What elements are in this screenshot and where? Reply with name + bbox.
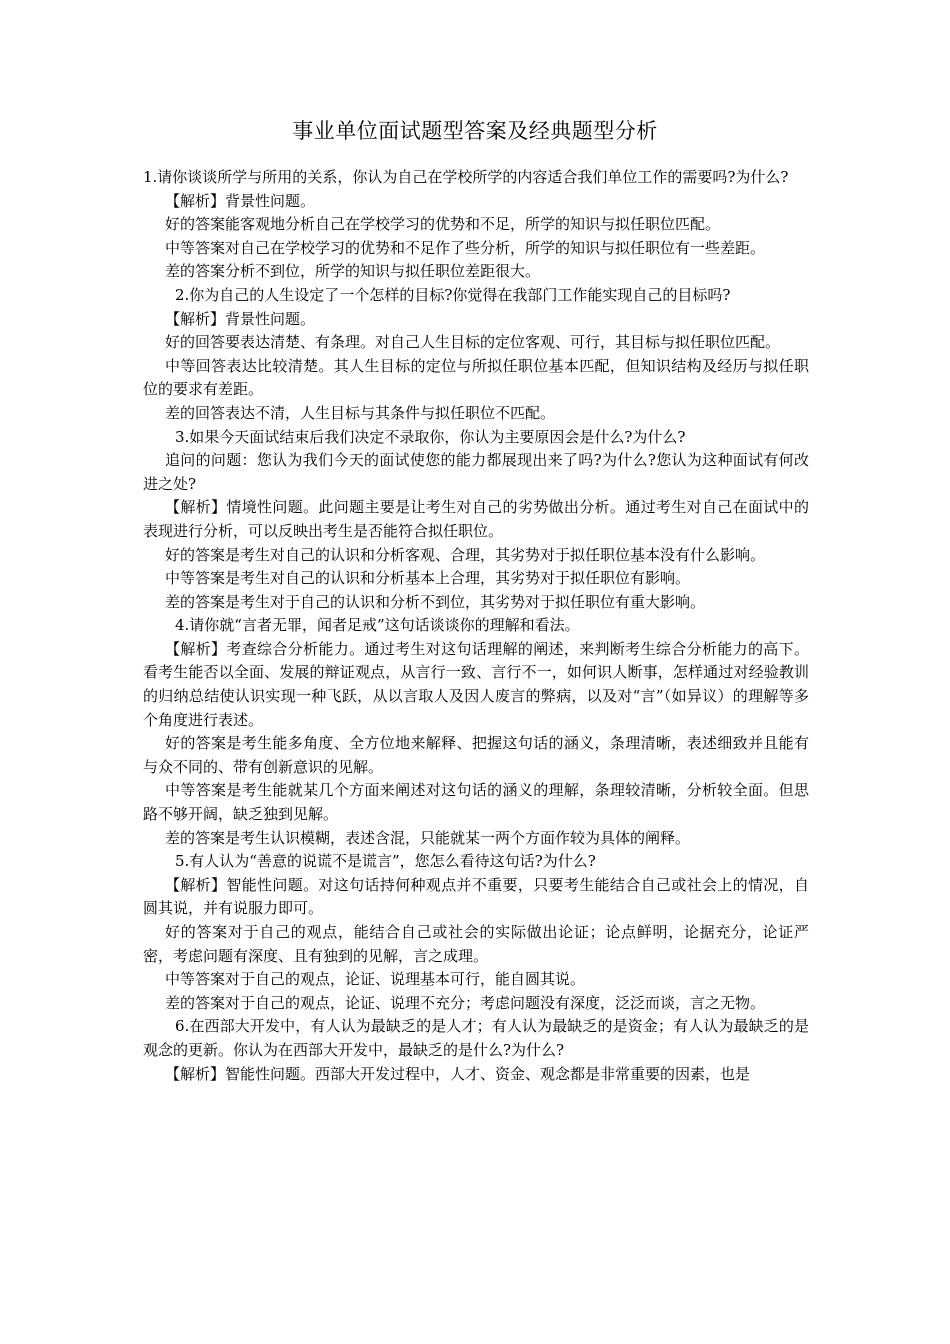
document-body [143, 166, 809, 1086]
paragraph: 1.请你谈谈所学与所用的关系，你认为自己在学校所学的内容适合我们单位工作的需要吗?为什么? [143, 168, 789, 186]
paragraph: 好的答案能客观地分析自己在学校学习的优势和不足，所学的知识与拟任职位匹配。 [165, 215, 721, 234]
paragraph: 好的答案是考生对自己的认识和分析客观、合理，其劣势对于拟任职位基本没有什么影响。 [165, 545, 766, 564]
document-title: 事业单位面试题型答案及经典题型分析 [292, 119, 658, 143]
paragraph: 好的回答要表达清楚、有条理。对自己人生目标的定位客观、可行，其目标与拟任职位匹配。 [165, 333, 781, 352]
paragraph: 中等答案是考生对自己的认识和分析基本上合理，其劣势对于拟任职位有影响。 [165, 569, 691, 588]
paragraph: 中等答案是考生能就某几个方面来阐述对这句话的涵义的理解，条理较清晰，分析较全面。但思路不够开阔，缺乏独到见解。 [143, 781, 809, 824]
paragraph: 差的回答表达不清，人生目标与其条件与拟任职位不匹配。 [165, 403, 556, 422]
paragraph: 差的答案分析不到位，所学的知识与拟任职位差距很大。 [165, 262, 541, 281]
paragraph: 中等答案对自己在学校学习的优势和不足作了些分析，所学的知识与拟任职位有一些差距。 [165, 238, 766, 257]
paragraph: 5.有人认为“善意的说谎不是谎言”，您怎么看待这句话?为什么? [175, 852, 596, 871]
paragraph: 【解析】考查综合分析能力。通过考生对这句话理解的阐述，来判断考生综合分析能力的高下。看考生能否以全面、发展的辩证观点，从言行一致、言行不一，如何识人断事，怎样通过对经验教训的归纳总结使认识实现一种飞跃，从以言取人及因人废言的弊病，以及对“言”（如异议）的理解等多个角度进行表述。 [143, 639, 809, 729]
paragraph: 2.你为自己的人生设定了一个怎样的目标?你觉得在我部门工作能实现自己的目标吗? [175, 285, 731, 304]
paragraph: 中等答案对于自己的观点，论证、说理基本可行，能自圆其说。 [165, 970, 586, 989]
paragraph: 好的答案对于自己的观点，能结合自己或社会的实际做出论证；论点鲜明，论据充分，论证严密，考虑问题有深度、且有独到的见解，言之成理。 [143, 923, 809, 965]
paragraph: 差的答案对于自己的观点，论证、说理不充分；考虑问题没有深度，泛泛而谈，言之无物。 [165, 993, 766, 1012]
paragraph: 差的答案是考生认识模糊，表述含混，只能就某一两个方面作较为具体的阐释。 [165, 828, 691, 847]
paragraph: 【解析】智能性问题。西部大开发过程中，人才、资金、观念都是非常重要的因素，也是 [165, 1064, 751, 1083]
paragraph: 中等回答表达比较清楚。其人生目标的定位与所拟任职位基本匹配，但知识结构及经历与拟任职位的要求有差距。 [143, 356, 809, 399]
paragraph: 【解析】背景性问题。 [165, 309, 316, 328]
paragraph: 差的答案是考生对于自己的认识和分析不到位，其劣势对于拟任职位有重大影响。 [165, 592, 706, 611]
paragraph: 追问的问题：您认为我们今天的面试使您的能力都展现出来了吗?为什么?您认为这种面试有何改进之处? [143, 451, 809, 493]
paragraph: 【解析】背景性问题。 [165, 191, 316, 210]
paragraph: 【解析】情境性问题。此问题主要是让考生对自己的劣势做出分析。通过考生对自己在面试中的表现进行分析，可以反映出考生是否能符合拟任职位。 [143, 498, 809, 540]
paragraph: 好的答案是考生能多角度、全方位地来解释、把握这句话的涵义，条理清晰，表述细致并且能有与众不同的、带有创新意识的见解。 [143, 734, 809, 776]
paragraph: 3.如果今天面试结束后我们决定不录取你，你认为主要原因会是什么?为什么? [175, 427, 686, 446]
paragraph: 6.在西部大开发中，有人认为最缺乏的是人才；有人认为最缺乏的是资金；有人认为最缺乏的是观念的更新。你认为在西部大开发中，最缺乏的是什么?为什么? [143, 1017, 809, 1059]
paragraph: 【解析】智能性问题。对这句话持何种观点并不重要，只要考生能结合自己或社会上的情况，自圆其说，并有说服力即可。 [143, 875, 809, 918]
paragraph: 4.请你就“言者无罪，闻者足戒”这句话谈谈你的理解和看法。 [175, 616, 580, 635]
